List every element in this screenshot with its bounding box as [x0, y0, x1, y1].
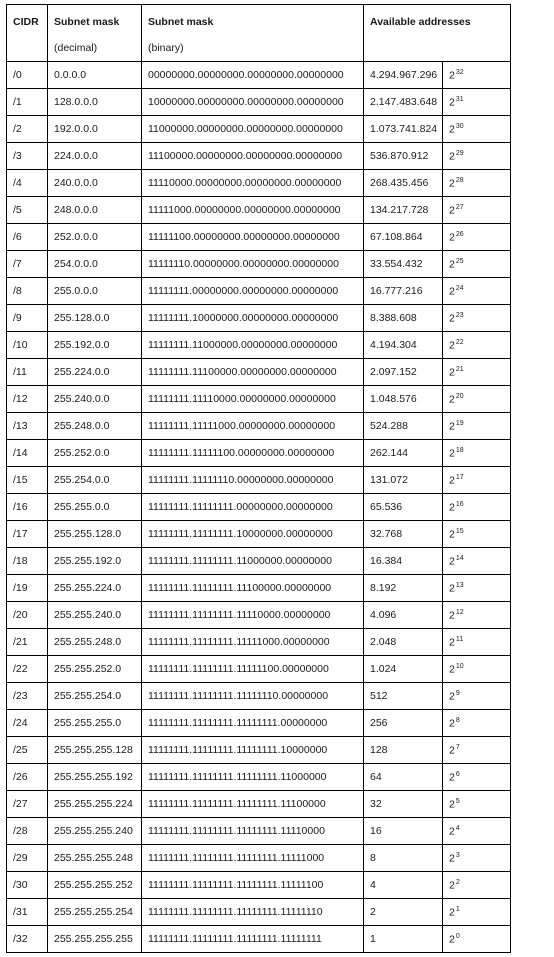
power-exponent: 31: [455, 95, 464, 103]
table-row: [7, 494, 511, 521]
mask-decimal-cell: 254.0.0.0: [48, 251, 142, 278]
mask-binary-cell: 11111111.11111111.11111111.11111000: [142, 845, 364, 872]
cidr-cell: /25: [7, 737, 48, 764]
power-of-two-cell: [443, 197, 511, 224]
mask-decimal-cell: 255.255.192.0: [48, 548, 142, 575]
cidr-cell: /10: [7, 332, 48, 359]
table-row: [7, 224, 511, 251]
power-exponent: 12: [455, 608, 464, 616]
table-row: [7, 575, 511, 602]
address-count-cell: 2.097.152: [364, 359, 443, 386]
power-of-two-cell: [443, 764, 511, 791]
address-count-cell: 16.777.216: [364, 278, 443, 305]
address-count-cell: 256: [364, 710, 443, 737]
mask-decimal-cell: 248.0.0.0: [48, 197, 142, 224]
cidr-cell: /23: [7, 683, 48, 710]
power-base: 2: [449, 636, 455, 649]
address-count-cell: 32.768: [364, 521, 443, 548]
table-row: [7, 818, 511, 845]
address-count-cell: 512: [364, 683, 443, 710]
cidr-cell: /29: [7, 845, 48, 872]
mask-decimal-cell: 255.255.255.248: [48, 845, 142, 872]
address-count-cell: 4.294.967.296: [364, 62, 443, 89]
table-row: [7, 359, 511, 386]
power-of-two-cell: [443, 629, 511, 656]
cidr-cell: /28: [7, 818, 48, 845]
power-of-two-cell: [443, 332, 511, 359]
mask-decimal-cell: 0.0.0.0: [48, 62, 142, 89]
power-base: 2: [449, 933, 455, 946]
mask-binary-cell: 11111000.00000000.00000000.00000000: [142, 197, 364, 224]
cidr-cell: /13: [7, 413, 48, 440]
power-of-two-cell: [443, 413, 511, 440]
mask-decimal-cell: 240.0.0.0: [48, 170, 142, 197]
table-row: [7, 602, 511, 629]
power-of-two-cell: [443, 89, 511, 116]
mask-decimal-cell: 255.255.255.254: [48, 899, 142, 926]
power-base: 2: [449, 312, 455, 325]
power-base: 2: [449, 393, 455, 406]
mask-binary-cell: 11111111.11111111.11111111.11111100: [142, 872, 364, 899]
cidr-cell: /6: [7, 224, 48, 251]
address-count-cell: 128: [364, 737, 443, 764]
power-exponent: 3: [455, 851, 460, 859]
table-row: [7, 440, 511, 467]
table-row: [7, 521, 511, 548]
power-exponent: 19: [455, 419, 464, 427]
power-exponent: 20: [455, 392, 464, 400]
power-exponent: 9: [455, 689, 460, 697]
power-exponent: 21: [455, 365, 464, 373]
mask-decimal-cell: 255.255.0.0: [48, 494, 142, 521]
power-exponent: 17: [455, 473, 464, 481]
power-exponent: 24: [455, 284, 464, 292]
power-exponent: 8: [455, 716, 460, 724]
cidr-cell: /26: [7, 764, 48, 791]
power-of-two-cell: [443, 683, 511, 710]
mask-binary-cell: 11111111.00000000.00000000.00000000: [142, 278, 364, 305]
address-count-cell: 268.435.456: [364, 170, 443, 197]
power-base: 2: [449, 528, 455, 541]
address-count-cell: 8.388.608: [364, 305, 443, 332]
power-of-two-cell: [443, 224, 511, 251]
mask-decimal-cell: 252.0.0.0: [48, 224, 142, 251]
power-of-two-cell: [443, 818, 511, 845]
address-count-cell: 2.147.483.648: [364, 89, 443, 116]
cidr-cell: /14: [7, 440, 48, 467]
power-of-two-cell: [443, 278, 511, 305]
power-base: 2: [449, 339, 455, 352]
power-of-two-cell: [443, 845, 511, 872]
power-exponent: 11: [455, 635, 464, 643]
power-of-two-cell: [443, 305, 511, 332]
power-exponent: 18: [455, 446, 464, 454]
mask-binary-cell: 11111111.11111111.11111000.00000000: [142, 629, 364, 656]
mask-binary-cell: 11111111.11111110.00000000.00000000: [142, 467, 364, 494]
cidr-cell: /9: [7, 305, 48, 332]
power-exponent: 10: [455, 662, 464, 670]
mask-decimal-cell: 255.255.255.128: [48, 737, 142, 764]
power-exponent: 16: [455, 500, 464, 508]
power-base: 2: [449, 123, 455, 136]
mask-decimal-cell: 128.0.0.0: [48, 89, 142, 116]
power-base: 2: [449, 906, 455, 919]
cidr-cell: /32: [7, 926, 48, 953]
mask-binary-cell: 11000000.00000000.00000000.00000000: [142, 116, 364, 143]
mask-decimal-cell: 255.252.0.0: [48, 440, 142, 467]
table-row: [7, 413, 511, 440]
power-exponent: 0: [455, 932, 460, 940]
address-count-cell: 1.048.576: [364, 386, 443, 413]
power-of-two-cell: [443, 440, 511, 467]
header-mask-decimal-sub: (decimal): [54, 42, 98, 54]
table-row: [7, 737, 511, 764]
table-row: [7, 170, 511, 197]
table-row: [7, 89, 511, 116]
mask-decimal-cell: 255.255.255.224: [48, 791, 142, 818]
subnet-table: [6, 4, 511, 953]
cidr-cell: /16: [7, 494, 48, 521]
mask-binary-cell: 11111111.11111111.11111111.11111111: [142, 926, 364, 953]
mask-decimal-cell: 255.255.255.252: [48, 872, 142, 899]
header-available: Available addresses: [364, 5, 511, 62]
table-row: [7, 764, 511, 791]
header-mask-decimal-title: Subnet mask: [54, 16, 120, 28]
power-exponent: 29: [455, 149, 464, 157]
power-of-two-cell: [443, 575, 511, 602]
table-row: [7, 926, 511, 953]
table-row: [7, 683, 511, 710]
table-row: [7, 899, 511, 926]
mask-decimal-cell: 255.248.0.0: [48, 413, 142, 440]
table-header-row: [7, 5, 511, 62]
address-count-cell: 1: [364, 926, 443, 953]
power-of-two-cell: [443, 602, 511, 629]
address-count-cell: 4: [364, 872, 443, 899]
address-count-cell: 4.096: [364, 602, 443, 629]
mask-binary-cell: 11111111.11111111.00000000.00000000: [142, 494, 364, 521]
mask-binary-cell: 11111111.11100000.00000000.00000000: [142, 359, 364, 386]
mask-binary-cell: 11111111.11111100.00000000.00000000: [142, 440, 364, 467]
mask-decimal-cell: 255.255.255.192: [48, 764, 142, 791]
table-row: [7, 278, 511, 305]
address-count-cell: 262.144: [364, 440, 443, 467]
mask-binary-cell: 11111111.11111111.11111111.10000000: [142, 737, 364, 764]
power-base: 2: [449, 204, 455, 217]
cidr-cell: /12: [7, 386, 48, 413]
power-base: 2: [449, 879, 455, 892]
power-base: 2: [449, 582, 455, 595]
address-count-cell: 8.192: [364, 575, 443, 602]
power-base: 2: [449, 177, 455, 190]
mask-binary-cell: 11111111.11111111.11110000.00000000: [142, 602, 364, 629]
power-of-two-cell: [443, 359, 511, 386]
address-count-cell: 33.554.432: [364, 251, 443, 278]
mask-decimal-cell: 255.240.0.0: [48, 386, 142, 413]
cidr-cell: /11: [7, 359, 48, 386]
power-exponent: 25: [455, 257, 464, 265]
address-count-cell: 524.288: [364, 413, 443, 440]
address-count-cell: 8: [364, 845, 443, 872]
address-count-cell: 32: [364, 791, 443, 818]
power-base: 2: [449, 96, 455, 109]
power-of-two-cell: [443, 548, 511, 575]
power-exponent: 4: [455, 824, 460, 832]
cidr-cell: /4: [7, 170, 48, 197]
mask-binary-cell: 11111111.11111111.11111111.11000000: [142, 764, 364, 791]
mask-binary-cell: 11111111.11111111.10000000.00000000: [142, 521, 364, 548]
table-row: [7, 332, 511, 359]
mask-binary-cell: 11111100.00000000.00000000.00000000: [142, 224, 364, 251]
mask-binary-cell: 11111111.11111111.11111111.11110000: [142, 818, 364, 845]
power-base: 2: [449, 744, 455, 757]
cidr-cell: /15: [7, 467, 48, 494]
mask-decimal-cell: 255.255.248.0: [48, 629, 142, 656]
power-base: 2: [449, 150, 455, 163]
address-count-cell: 1.073.741.824: [364, 116, 443, 143]
table-row: [7, 791, 511, 818]
power-base: 2: [449, 798, 455, 811]
cidr-cell: /2: [7, 116, 48, 143]
mask-decimal-cell: 255.255.240.0: [48, 602, 142, 629]
table-row: [7, 386, 511, 413]
header-cidr: CIDR: [7, 5, 48, 62]
mask-decimal-cell: 255.255.224.0: [48, 575, 142, 602]
mask-binary-cell: 11111111.11111111.11111110.00000000: [142, 683, 364, 710]
address-count-cell: 131.072: [364, 467, 443, 494]
mask-binary-cell: 11111110.00000000.00000000.00000000: [142, 251, 364, 278]
cidr-cell: /30: [7, 872, 48, 899]
cidr-cell: /1: [7, 89, 48, 116]
cidr-cell: /22: [7, 656, 48, 683]
table-row: [7, 629, 511, 656]
power-exponent: 7: [455, 743, 460, 751]
mask-decimal-cell: 224.0.0.0: [48, 143, 142, 170]
power-base: 2: [449, 825, 455, 838]
address-count-cell: 2.048: [364, 629, 443, 656]
mask-binary-cell: 11111111.10000000.00000000.00000000: [142, 305, 364, 332]
mask-binary-cell: 11111111.11111111.11111111.11100000: [142, 791, 364, 818]
cidr-cell: /8: [7, 278, 48, 305]
mask-decimal-cell: 255.254.0.0: [48, 467, 142, 494]
cidr-cell: /20: [7, 602, 48, 629]
cidr-cell: /7: [7, 251, 48, 278]
table-row: [7, 305, 511, 332]
mask-decimal-cell: 255.255.252.0: [48, 656, 142, 683]
power-of-two-cell: [443, 926, 511, 953]
table-row: [7, 656, 511, 683]
power-base: 2: [449, 447, 455, 460]
mask-binary-cell: 11111111.11111000.00000000.00000000: [142, 413, 364, 440]
power-base: 2: [449, 231, 455, 244]
mask-binary-cell: 11111111.11111111.11111111.11111110: [142, 899, 364, 926]
power-of-two-cell: [443, 62, 511, 89]
mask-decimal-cell: 255.255.255.240: [48, 818, 142, 845]
power-base: 2: [449, 771, 455, 784]
mask-binary-cell: 11111111.11000000.00000000.00000000: [142, 332, 364, 359]
power-base: 2: [449, 609, 455, 622]
power-of-two-cell: [443, 656, 511, 683]
cidr-cell: /18: [7, 548, 48, 575]
power-exponent: 14: [455, 554, 464, 562]
table-row: [7, 197, 511, 224]
power-exponent: 2: [455, 878, 460, 886]
power-exponent: 5: [455, 797, 460, 805]
cidr-cell: /31: [7, 899, 48, 926]
power-of-two-cell: [443, 116, 511, 143]
mask-binary-cell: 10000000.00000000.00000000.00000000: [142, 89, 364, 116]
power-of-two-cell: [443, 521, 511, 548]
table-row: [7, 143, 511, 170]
table-row: [7, 62, 511, 89]
mask-binary-cell: 11111111.11111111.11111100.00000000: [142, 656, 364, 683]
power-of-two-cell: [443, 143, 511, 170]
address-count-cell: 4.194.304: [364, 332, 443, 359]
cidr-cell: /0: [7, 62, 48, 89]
table-body: [7, 62, 511, 953]
power-of-two-cell: [443, 467, 511, 494]
table-row: [7, 710, 511, 737]
power-base: 2: [449, 690, 455, 703]
address-count-cell: 64: [364, 764, 443, 791]
power-base: 2: [449, 69, 455, 82]
power-exponent: 27: [455, 203, 464, 211]
power-base: 2: [449, 663, 455, 676]
mask-binary-cell: 11100000.00000000.00000000.00000000: [142, 143, 364, 170]
mask-binary-cell: 11110000.00000000.00000000.00000000: [142, 170, 364, 197]
table-row: [7, 467, 511, 494]
mask-decimal-cell: 255.192.0.0: [48, 332, 142, 359]
mask-binary-cell: 11111111.11111111.11000000.00000000: [142, 548, 364, 575]
mask-decimal-cell: 255.0.0.0: [48, 278, 142, 305]
power-of-two-cell: [443, 494, 511, 521]
power-of-two-cell: [443, 170, 511, 197]
address-count-cell: 134.217.728: [364, 197, 443, 224]
table-row: [7, 116, 511, 143]
table-row: [7, 872, 511, 899]
address-count-cell: 536.870.912: [364, 143, 443, 170]
power-base: 2: [449, 852, 455, 865]
power-base: 2: [449, 555, 455, 568]
power-base: 2: [449, 285, 455, 298]
power-base: 2: [449, 501, 455, 514]
mask-decimal-cell: 255.128.0.0: [48, 305, 142, 332]
cidr-cell: /3: [7, 143, 48, 170]
power-base: 2: [449, 717, 455, 730]
mask-decimal-cell: 192.0.0.0: [48, 116, 142, 143]
power-exponent: 22: [455, 338, 464, 346]
power-of-two-cell: [443, 791, 511, 818]
table-row: [7, 548, 511, 575]
power-exponent: 28: [455, 176, 464, 184]
power-exponent: 26: [455, 230, 464, 238]
table-row: [7, 251, 511, 278]
power-base: 2: [449, 474, 455, 487]
address-count-cell: 65.536: [364, 494, 443, 521]
address-count-cell: 1.024: [364, 656, 443, 683]
cidr-cell: /19: [7, 575, 48, 602]
address-count-cell: 2: [364, 899, 443, 926]
power-exponent: 23: [455, 311, 464, 319]
cidr-cell: /17: [7, 521, 48, 548]
power-exponent: 30: [455, 122, 464, 130]
mask-decimal-cell: 255.255.255.0: [48, 710, 142, 737]
mask-binary-cell: 11111111.11111111.11100000.00000000: [142, 575, 364, 602]
header-mask-binary-sub: (binary): [148, 42, 184, 54]
power-of-two-cell: [443, 251, 511, 278]
power-of-two-cell: [443, 710, 511, 737]
header-mask-binary-title: Subnet mask: [148, 16, 214, 28]
power-of-two-cell: [443, 899, 511, 926]
power-base: 2: [449, 420, 455, 433]
power-exponent: 32: [455, 68, 464, 76]
mask-decimal-cell: 255.255.255.255: [48, 926, 142, 953]
cidr-cell: /27: [7, 791, 48, 818]
power-of-two-cell: [443, 737, 511, 764]
header-mask-binary: [142, 5, 364, 62]
power-exponent: 6: [455, 770, 460, 778]
cidr-cell: /21: [7, 629, 48, 656]
address-count-cell: 16: [364, 818, 443, 845]
mask-decimal-cell: 255.255.128.0: [48, 521, 142, 548]
header-mask-decimal: [48, 5, 142, 62]
address-count-cell: 67.108.864: [364, 224, 443, 251]
mask-binary-cell: 11111111.11110000.00000000.00000000: [142, 386, 364, 413]
mask-binary-cell: 00000000.00000000.00000000.00000000: [142, 62, 364, 89]
address-count-cell: 16.384: [364, 548, 443, 575]
power-exponent: 13: [455, 581, 464, 589]
power-exponent: 1: [455, 905, 460, 913]
cidr-cell: /5: [7, 197, 48, 224]
power-of-two-cell: [443, 872, 511, 899]
cidr-cell: /24: [7, 710, 48, 737]
power-base: 2: [449, 366, 455, 379]
mask-decimal-cell: 255.224.0.0: [48, 359, 142, 386]
mask-binary-cell: 11111111.11111111.11111111.00000000: [142, 710, 364, 737]
power-base: 2: [449, 258, 455, 271]
table-row: [7, 845, 511, 872]
power-of-two-cell: [443, 386, 511, 413]
mask-decimal-cell: 255.255.254.0: [48, 683, 142, 710]
power-exponent: 15: [455, 527, 464, 535]
